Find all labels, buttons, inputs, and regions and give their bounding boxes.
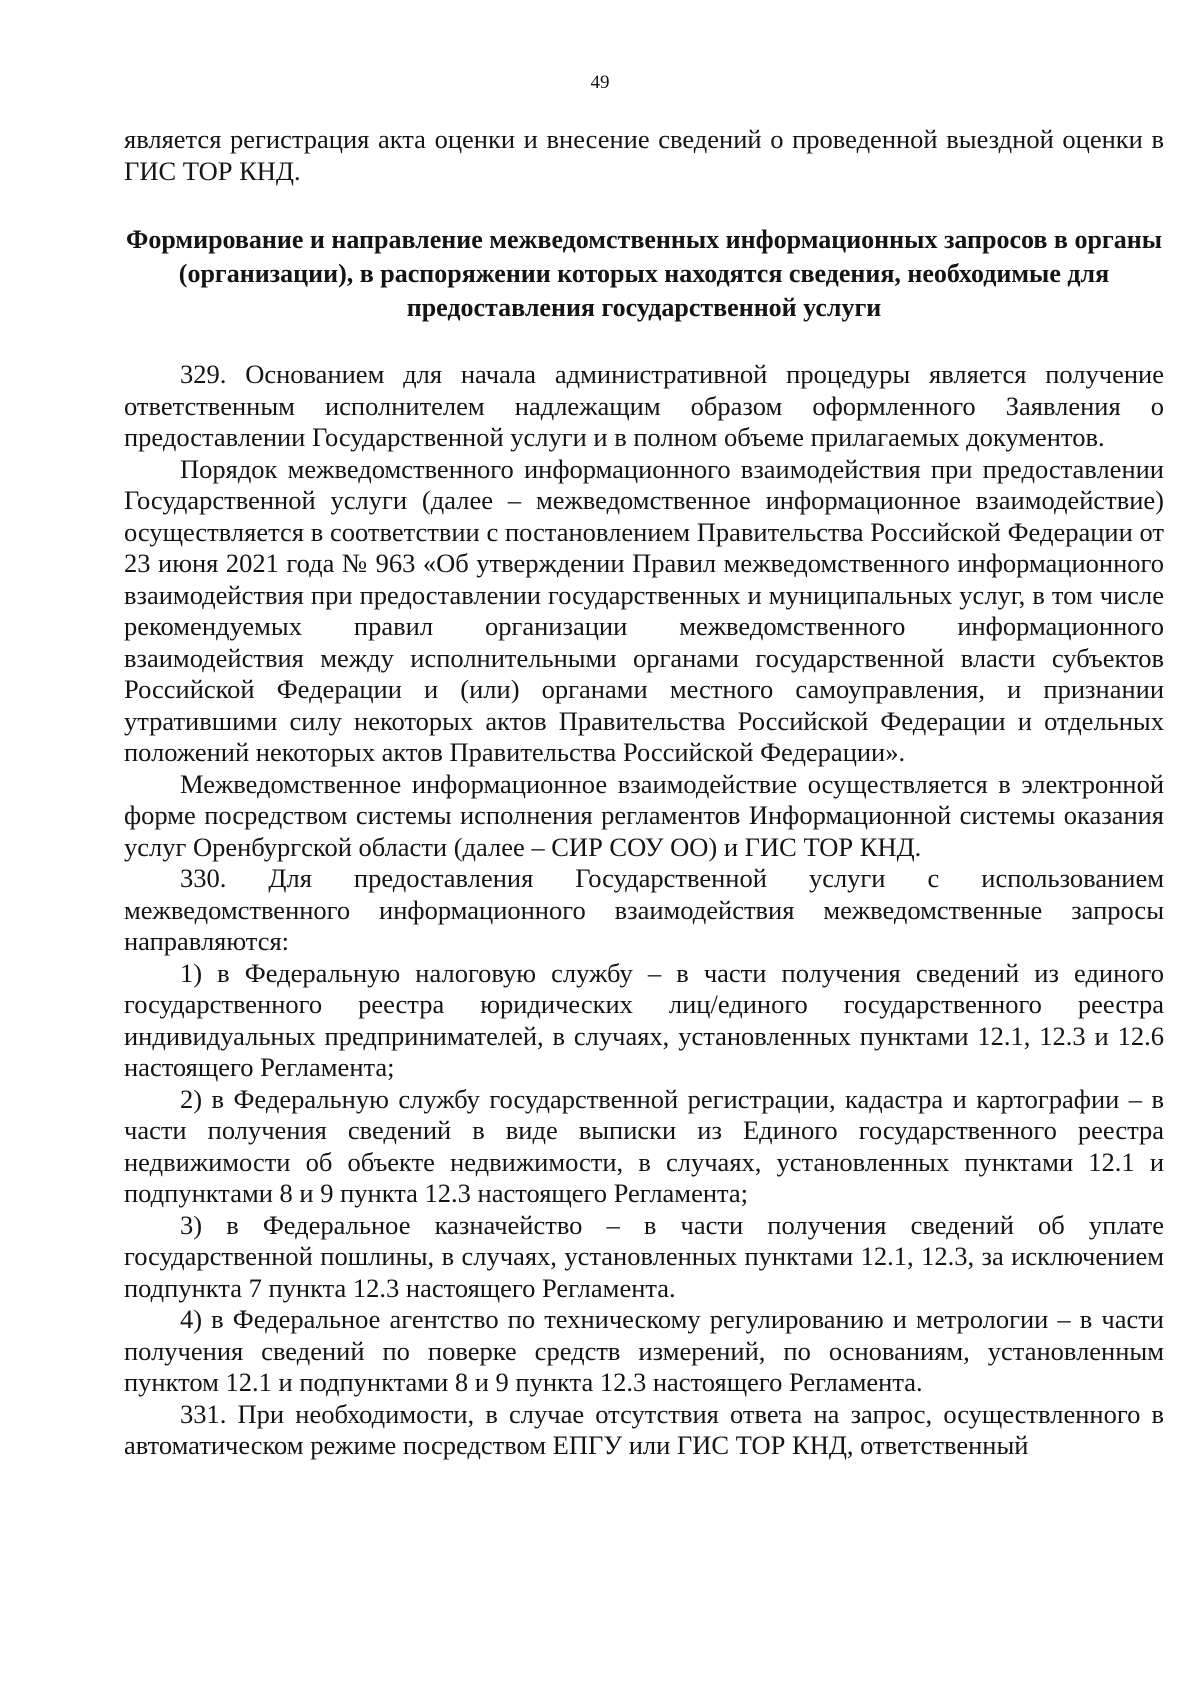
section-heading: Формирование и направление межведомственных информационных запросов в органы (организации), в распоряжении которых находятся сведения, необходимые для предоставления государственной услуги [125,225,1163,322]
list-item-4: 4) в Федеральное агентство по техническому регулированию и метрологии – в части получения сведений по поверке средств измерений, по основаниям, установленным пунктом 12.1 и подпунктами 8 и 9 пункта 12.3 настоящего Регламента. [124,1304,1164,1397]
paragraph-329: 329. Основанием для начала административной процедуры является получение ответственным исполнителем надлежащим образом оформленного Заявления о предоставлении Государственной услуги и в полном объеме прилагаемых документов. [124,359,1164,452]
page-number: 49 [590,72,610,93]
list-item-2: 2) в Федеральную службу государственной регистрации, кадастра и картографии – в части получения сведений в виде выписки из Единого государственного реестра недвижимости об объекте недвижимости, в случаях, установленных пунктами 12.1 и подпунктами 8 и 9 пункта 12.3 настоящего Регламента; [124,1083,1164,1208]
paragraph-interaction-order: Порядок межведомственного информационного взаимодействия при предоставлении Государственной услуги (далее – межведомственное информационное взаимодействие) осуществляется в соответствии с постановлением Правительства Российской Федерации от 23 июня 2021 года № 963 «Об утверждении Правил межведомственного информационного взаимодействия при предоставлении государственных и муниципальных услуг, в том числе рекомендуемых правил организации межведомственного информационного взаимодействия между исполнительными органами государственной власти субъектов Российской Федерации и (или) органами местного самоуправления, и признании утратившими силу некоторых актов Правительства Российской Федерации и отдельных положений некоторых актов Правительства Российской Федерации». [124,453,1164,767]
document-body [124,124,1164,1462]
paragraph-331: 331. При необходимости, в случае отсутствия ответа на запрос, осуществленного в автоматическом режиме посредством ЕПГУ или ГИС ТОР КНД, ответственный [124,1398,1164,1460]
list-item-3: 3) в Федеральное казначейство – в части получения сведений об уплате государственной пошлины, в случаях, установленных пунктами 12.1, 12.3, за исключением подпункта 7 пункта 12.3 настоящего Регламента. [124,1209,1164,1303]
paragraph-330: 330. Для предоставления Государственной услуги с использованием межведомственного информационного взаимодействия межведомственные запросы направляются: [124,863,1164,956]
intro-paragraph: является регистрация акта оценки и внесение сведений о проведенной выездной оценки в ГИС ТОР КНД. [124,124,1164,186]
list-item-1: 1) в Федеральную налоговую службу – в части получения сведений из единого государственного реестра юридических лиц/единого государственного реестра индивидуальных предпринимателей, в случаях, установленных пунктами 12.1, 12.3 и 12.6 настоящего Регламента; [124,957,1164,1082]
paragraph-electronic-form: Межведомственное информационное взаимодействие осуществляется в электронной форме посредством системы исполнения регламентов Информационной системы оказания услуг Оренбургской области (далее – СИР СОУ ОО) и ГИС ТОР КНД. [124,768,1164,862]
